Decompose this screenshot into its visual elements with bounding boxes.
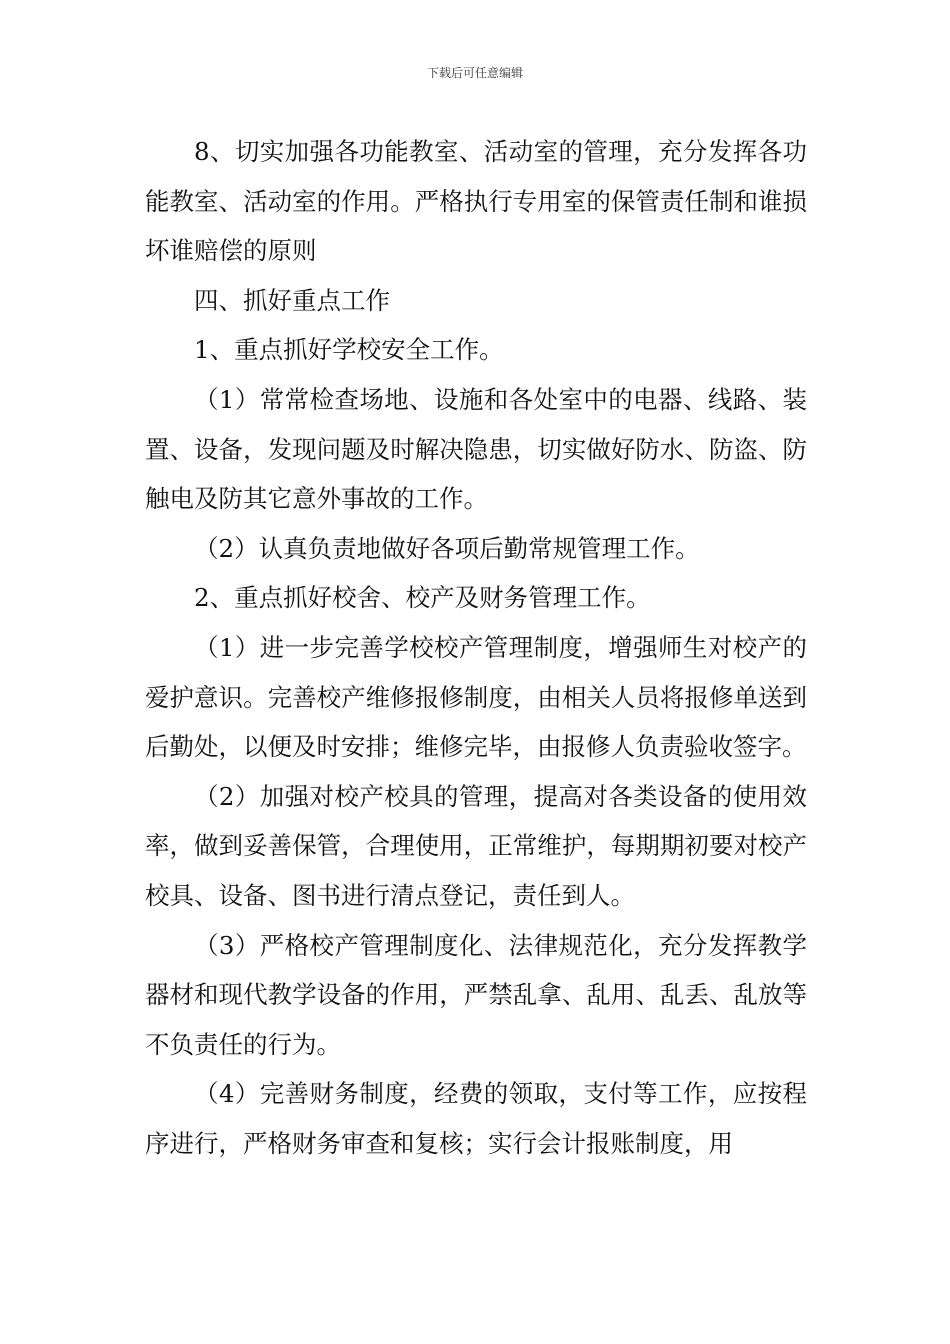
section-heading-key-work: 四、抓好重点工作	[194, 285, 390, 315]
paragraph-asset-3: （3）严格校产管理制度化、法律规范化，充分发挥教学器材和现代教学设备的作用，严禁乱拿、乱用、乱丢、乱放等不负责任的行为。	[145, 930, 807, 1059]
paragraph-safety-work: 1、重点抓好学校安全工作。	[194, 335, 504, 365]
paragraph-asset-1: （1）进一步完善学校校产管理制度，增强师生对校产的爱护意识。完善校产维修报修制度，由相关人员将报修单送到后勤处，以便及时安排；维修完毕，由报修人负责验收签字。	[145, 632, 807, 762]
paragraph-safety-1: （1）常常检查场地、设施和各处室中的电器、线路、装置、设备，发现问题及时解决隐患，切实做好防水、防盗、防触电及防其它意外事故的工作。	[145, 384, 807, 514]
document-body	[145, 127, 807, 1168]
paragraph-safety-2: （2）认真负责地做好各项后勤常规管理工作。	[194, 533, 700, 563]
paragraph-asset-4: （4）完善财务制度，经费的领取，支付等工作，应按程序进行，严格财务审查和复核；实行会计报账制度，用	[145, 1079, 807, 1158]
paragraph-asset-2: （2）加强对校产校具的管理，提高对各类设备的使用效率，做到妥善保管，合理使用，正常维护，每期期初要对校产校具、设备、图书进行清点登记，责任到人。	[145, 781, 807, 910]
paragraph-item-8: 8、切实加强各功能教室、活动室的管理，充分发挥各功能教室、活动室的作用。严格执行专用室的保管责任制和谁损坏谁赔偿的原则	[145, 137, 807, 266]
page-header: 下载后可任意编辑	[426, 66, 523, 80]
paragraph-asset-finance: 2、重点抓好校舍、校产及财务管理工作。	[194, 583, 651, 613]
